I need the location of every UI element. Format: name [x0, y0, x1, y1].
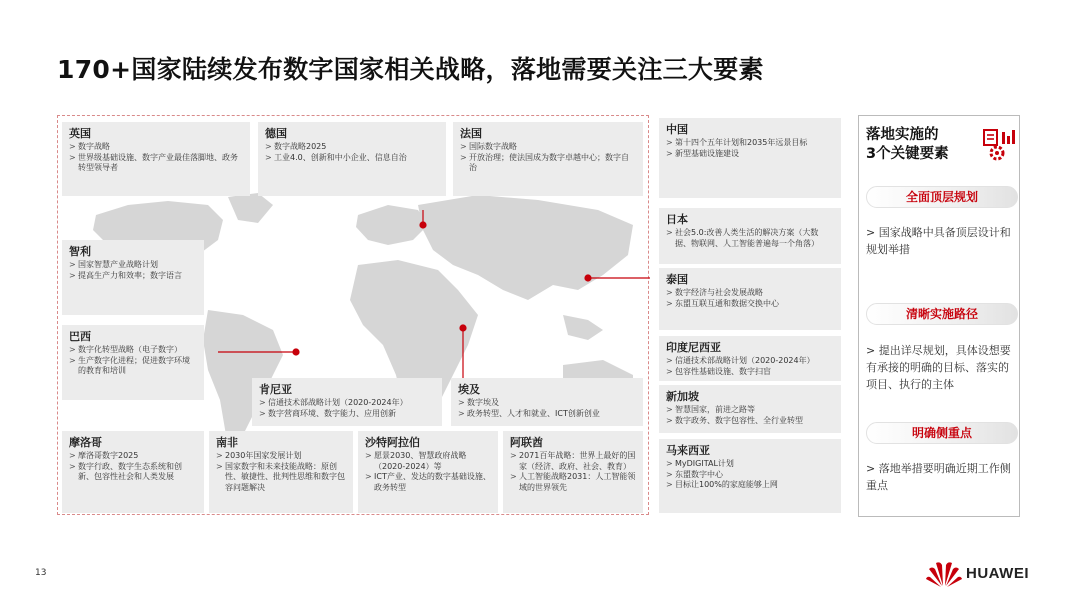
country-item: > 包容性基础设施、数字扫盲: [666, 367, 834, 378]
factor-text-3: > 落地举措要明确近期工作侧重点: [866, 462, 1011, 492]
country-item: > 国家智慧产业战略计划: [69, 260, 197, 271]
country-card-brazil: [62, 325, 204, 400]
strategy-gear-icon: [982, 128, 1016, 162]
country-item: > 东盟数字中心: [666, 470, 834, 481]
country-item: > 人工智能战略2031：人工智能领域的世界领先: [510, 472, 636, 493]
country-card-germany: [258, 122, 446, 196]
factor-text-2: > 提出详尽规划，具体设想要有承接的明确的目标、落实的项目、执行的主体: [866, 344, 1011, 391]
country-item: > 2030年国家发展计划: [216, 451, 346, 462]
country-item: > 2071百年战略：世界上最好的国家（经济、政府、社会、教育）: [510, 451, 636, 472]
country-card-thailand: [659, 268, 841, 330]
country-item: > 政务转型、人才和就业、ICT创新创业: [458, 409, 636, 420]
country-item: > 数字战略2025: [265, 142, 439, 153]
country-card-egypt: [451, 378, 643, 426]
country-item: > 愿景2030、智慧政府战略（2020-2024）等: [365, 451, 491, 472]
country-item: > 摩洛哥数字2025: [69, 451, 197, 462]
panel-title-line1: 落地实施的: [866, 127, 939, 143]
country-item: > 目标让100%的家庭能够上网: [666, 480, 834, 491]
country-card-japan: [659, 208, 841, 264]
country-name: 中国: [666, 123, 688, 136]
country-name: 肯尼亚: [259, 383, 292, 396]
country-item: > 新型基础设施建设: [666, 149, 834, 160]
country-card-france: [453, 122, 643, 196]
country-item: > 第十四个五年计划和2035年远景目标: [666, 138, 834, 149]
country-item: > 数字行政、数字生态系统和创新、包容性社会和人类发展: [69, 462, 197, 483]
brand-logo-text: HUAWEI: [966, 565, 1029, 582]
country-item: > 开放治理；使法国成为数字卓越中心；数字自治: [460, 153, 636, 174]
country-card-uk: [62, 122, 250, 196]
country-card-kenya: [252, 378, 442, 426]
country-name: 印度尼西亚: [666, 341, 721, 354]
panel-title-line2: 3个关键要素: [866, 146, 949, 162]
country-name: 日本: [666, 213, 688, 226]
country-name: 马来西亚: [666, 444, 710, 457]
country-name: 英国: [69, 127, 91, 140]
country-card-malaysia: [659, 439, 841, 513]
country-item: > 世界级基础设施、数字产业最佳落脚地、政务转型领导者: [69, 153, 243, 174]
factor-label-1: 全面顶层规划: [866, 186, 1018, 208]
country-card-saudi-arabia: [358, 431, 498, 513]
country-card-china: [659, 118, 841, 198]
panel-title: [866, 126, 949, 164]
page-number: 13: [35, 568, 47, 578]
huawei-logo-icon: [925, 560, 963, 588]
country-item: > 数字政务、数字包容性、全行业转型: [666, 416, 834, 427]
country-card-chile: [62, 240, 204, 315]
country-name: 智利: [69, 245, 91, 258]
country-name: 泰国: [666, 273, 688, 286]
country-item: > 数字营商环境、数字能力、应用创新: [259, 409, 435, 420]
country-item: > ICT产业、发达的数字基础设施、政务转型: [365, 472, 491, 493]
country-name: 沙特阿拉伯: [365, 436, 420, 449]
country-item: > 数字化转型战略（电子数字）: [69, 345, 197, 356]
factor-text-1: > 国家战略中具备顶层设计和规划举措: [866, 226, 1011, 256]
country-name: 德国: [265, 127, 287, 140]
page-title: 170+国家陆续发布数字国家相关战略，落地需要关注三大要素: [57, 55, 764, 84]
country-item: > 数字经济与社会发展战略: [666, 288, 834, 299]
country-card-south-africa: [209, 431, 353, 513]
country-card-uae: [503, 431, 643, 513]
country-card-singapore: [659, 385, 841, 433]
country-name: 摩洛哥: [69, 436, 102, 449]
country-name: 阿联酋: [510, 436, 543, 449]
country-name: 法国: [460, 127, 482, 140]
country-item: > MyDIGITAL计划: [666, 459, 834, 470]
country-card-indonesia: [659, 336, 841, 381]
country-item: > 社会5.0:改善人类生活的解决方案（大数据、物联网、人工智能普遍每一个角落）: [666, 228, 834, 249]
country-item: > 信通技术部战略计划（2020-2024年）: [259, 398, 435, 409]
country-item: > 信通技术部战略计划（2020-2024年）: [666, 356, 834, 367]
country-item: > 国家数字和未来技能战略：原创性、敏捷性、批判性思维和数字包容问题解决: [216, 462, 346, 494]
country-name: 南非: [216, 436, 238, 449]
country-item: > 东盟互联互通和数据交换中心: [666, 299, 834, 310]
country-name: 巴西: [69, 330, 91, 343]
country-card-morocco: [62, 431, 204, 513]
country-name: 埃及: [458, 383, 480, 396]
country-name: 新加坡: [666, 390, 699, 403]
country-item: > 智慧国家，前进之路等: [666, 405, 834, 416]
country-item: > 生产数字化进程；促进数字环境的教育和培训: [69, 356, 197, 377]
country-item: > 数字战略: [69, 142, 243, 153]
country-item: > 国际数字战略: [460, 142, 636, 153]
factor-label-3: 明确侧重点: [866, 422, 1018, 444]
country-item: > 提高生产力和效率；数字语言: [69, 271, 197, 282]
factor-label-2: 清晰实施路径: [866, 303, 1018, 325]
country-item: > 工业4.0、创新和中小企业、信息自治: [265, 153, 439, 164]
country-item: > 数字埃及: [458, 398, 636, 409]
